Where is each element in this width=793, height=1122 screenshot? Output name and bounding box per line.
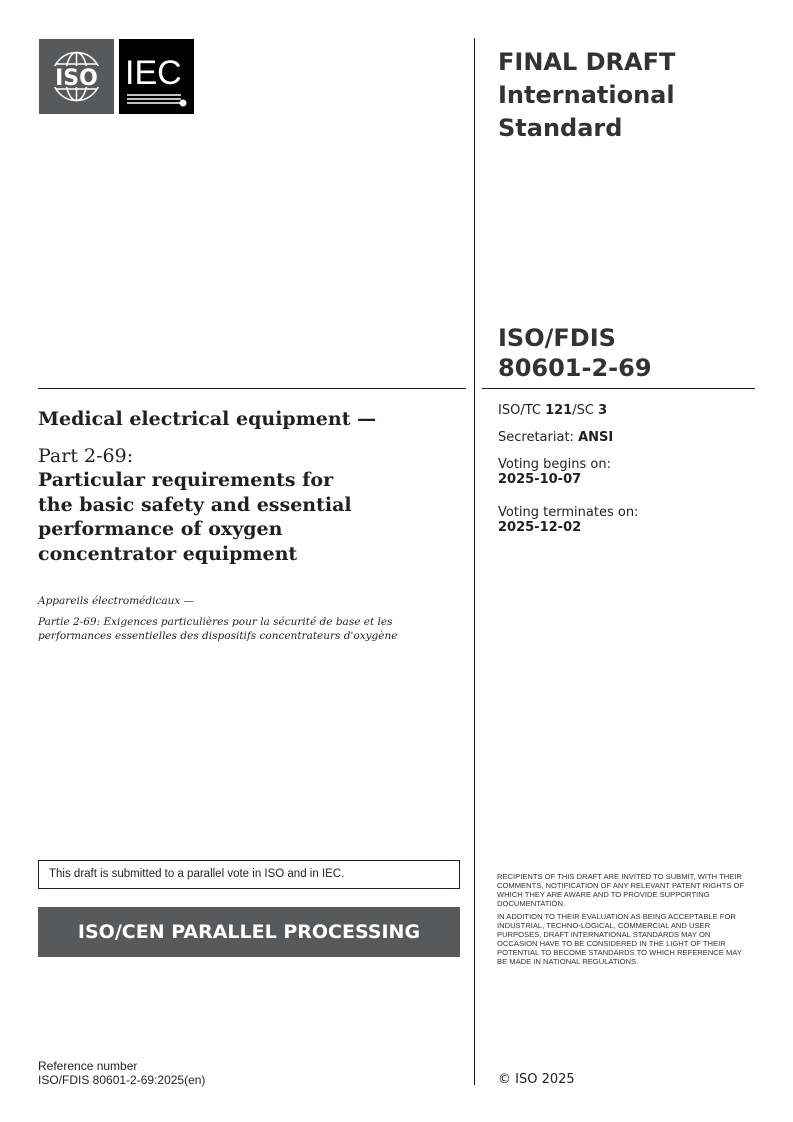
committee: ISO/TC 121/SC 3 [498, 403, 608, 418]
voting-terminates: Voting terminates on: 2025-12-02 [498, 505, 639, 535]
document-reference: ISO/FDIS 80601-2-69 [498, 324, 652, 382]
patent-notice: RECIPIENTS OF THIS DRAFT ARE INVITED TO SUBMIT, WITH THEIR COMMENTS, NOTIFICATION OF ANY RELEVANT PATENT RIGHTS OF WHICH THEY ARE AWARE AND TO PROVIDE SUPPORTING DOCUMENTATION. [497, 872, 745, 908]
voting-begins: Voting begins on: 2025-10-07 [498, 457, 612, 487]
french-title: Appareils électromédicaux — [38, 595, 195, 607]
french-part: Partie 2-69: Exigences particulières pour la sécurité de base et les performances essentielles des dispositifs concentrateurs d'oxygène [38, 616, 398, 642]
left-rule [38, 388, 466, 389]
globe-icon [39, 39, 114, 114]
iec-logo [119, 39, 194, 114]
secretariat: Secretariat: ANSI [498, 430, 614, 445]
copyright: © ISO 2025 [498, 1072, 575, 1087]
title-main: Medical electrical equipment — [38, 408, 377, 430]
svg-text:IEC: IEC [125, 54, 182, 92]
iso-logo [39, 39, 114, 114]
parallel-vote-box: This draft is submitted to a parallel vote in ISO and in IEC. [38, 860, 460, 889]
svg-text:ISO: ISO [55, 66, 98, 91]
reference-number: Reference number ISO/FDIS 80601-2-69:2025(en) [38, 1059, 206, 1087]
column-divider [474, 38, 475, 1085]
title-complementary: Particular requirements for the basic safety and essential performance of oxygen concentrator equipment [38, 469, 352, 565]
evaluation-notice: IN ADDITION TO THEIR EVALUATION AS BEING ACCEPTABLE FOR INDUSTRIAL, TECHNO-LOGICAL, COMMERCIAL AND USER PURPOSES, DRAFT INTERNATIONAL STANDARDS MAY ON OCCASION HAVE TO BE CONSIDERED IN THE LIGHT OF THEIR POTENTIAL TO BECOME STANDARDS TO WHICH REFERENCE MAY BE MADE IN NATIONAL REGULATIONS. [497, 912, 742, 966]
document-type: FINAL DRAFT International Standard [498, 48, 676, 142]
title-part: Part 2-69: [38, 445, 134, 467]
parallel-processing-banner: ISO/CEN PARALLEL PROCESSING [38, 907, 460, 957]
right-rule [482, 388, 755, 389]
